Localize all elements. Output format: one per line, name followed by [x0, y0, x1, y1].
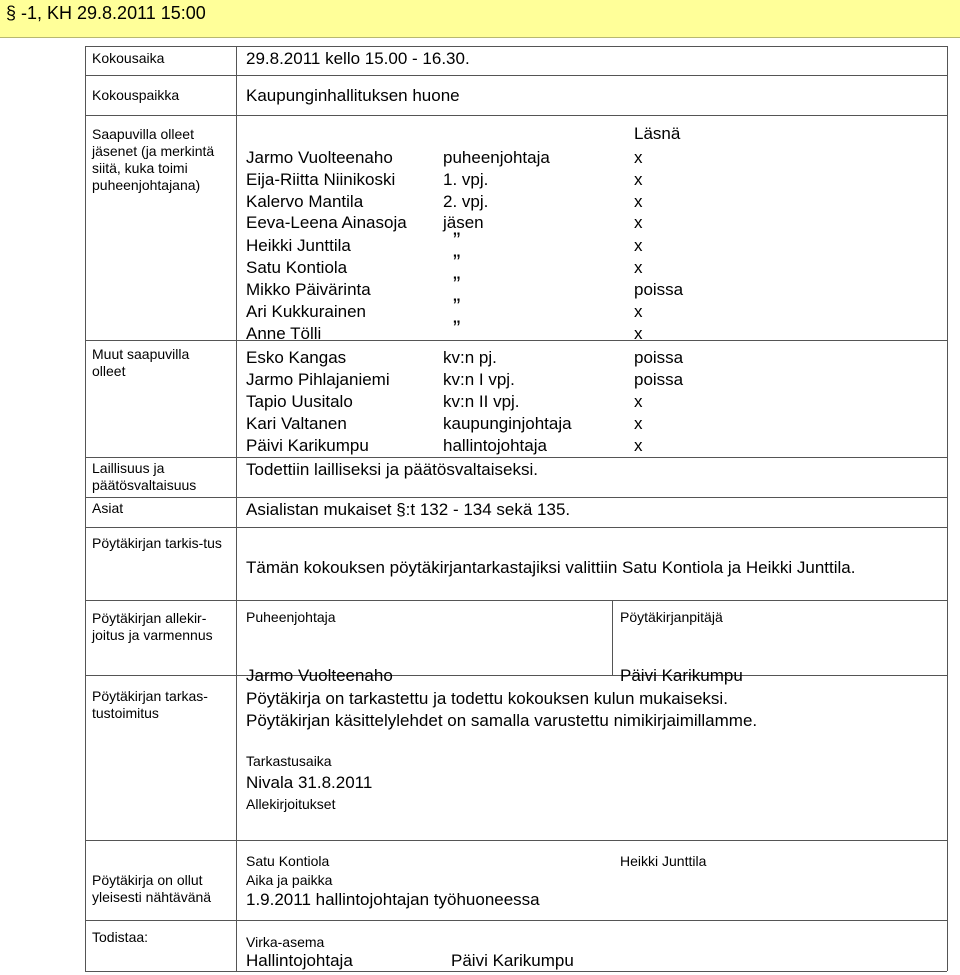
check-time-value: Nivala 31.8.2011: [246, 773, 373, 792]
member-name: Eeva-Leena Ainasoja: [246, 213, 407, 232]
attest-label: Todistaa:: [92, 929, 149, 945]
signer-1: Satu Kontiola: [246, 853, 330, 869]
member-name: Heikki Junttila: [246, 236, 351, 255]
member-name: Kalervo Mantila: [246, 192, 364, 211]
agenda-value: Asialistan mukaiset §:t 132 - 134 sekä 135.: [246, 500, 571, 519]
member-role: 2. vpj.: [443, 192, 489, 211]
row-divider: [85, 840, 947, 841]
member-role: ”: [453, 316, 461, 341]
member-role: ”: [453, 272, 461, 297]
meeting-time-value: 29.8.2011 kello 15.00 - 16.30.: [246, 49, 470, 68]
legality-value: Todettiin lailliseksi ja päätösvaltaiseksi.: [246, 460, 538, 479]
row-divider: [85, 600, 947, 601]
office-value: Hallintojohtaja: [246, 951, 353, 970]
row-divider: [85, 46, 947, 47]
member-presence: poissa: [634, 280, 684, 299]
presence-header: Läsnä: [634, 124, 681, 143]
legality-label: Laillisuus ja päätösvaltaisuus: [92, 460, 197, 493]
other-role: kv:n I vpj.: [443, 370, 515, 389]
member-name: Eija-Riitta Niinikoski: [246, 170, 396, 189]
member-name: Jarmo Vuolteenaho: [246, 148, 393, 167]
members-label: Saapuvilla olleet jäsenet (ja merkintä siitä, kuka toimi puheenjohtajana): [92, 126, 215, 193]
member-presence: x: [634, 192, 643, 211]
header-title: § -1, KH 29.8.2011 15:00: [6, 3, 206, 23]
document-header: [0, 0, 960, 38]
signature-column-divider: [612, 600, 613, 675]
display-label: Pöytäkirja on ollut yleisesti nähtävänä: [92, 872, 212, 905]
other-role: hallintojohtaja: [443, 436, 547, 455]
other-name: Kari Valtanen: [246, 414, 347, 433]
others-label: Muut saapuvilla olleet: [92, 346, 190, 379]
member-name: Anne Tölli: [246, 324, 322, 343]
display-time-value: 1.9.2011 hallintojohtajan työhuoneessa: [246, 890, 540, 909]
member-role: ”: [453, 250, 461, 275]
row-divider: [85, 115, 947, 116]
check-line-2: Pöytäkirjan käsittelylehdet on samalla varustettu nimikirjaimillamme.: [246, 711, 758, 730]
signer-2: Heikki Junttila: [620, 853, 707, 869]
table-border-left: [85, 46, 86, 971]
member-presence: x: [634, 324, 643, 343]
attest-name: Päivi Karikumpu: [451, 951, 574, 970]
other-name: Esko Kangas: [246, 348, 347, 367]
other-presence: x: [634, 392, 643, 411]
meeting-place-value: Kaupunginhallituksen huone: [246, 86, 460, 105]
member-name: Mikko Päivärinta: [246, 280, 371, 299]
row-divider: [85, 920, 947, 921]
row-divider: [85, 497, 947, 498]
meeting-place-label: Kokouspaikka: [92, 87, 180, 103]
chair-name: Jarmo Vuolteenaho: [246, 666, 393, 685]
row-divider: [85, 527, 947, 528]
member-role: ”: [453, 294, 461, 319]
chair-title: Puheenjohtaja: [246, 609, 336, 625]
member-role: ”: [453, 228, 461, 253]
other-role: kv:n pj.: [443, 348, 497, 367]
display-time-label: Aika ja paikka: [246, 872, 333, 888]
table-border-right: [947, 46, 948, 971]
member-name: Ari Kukkurainen: [246, 302, 367, 321]
secretary-name: Päivi Karikumpu: [620, 666, 743, 685]
row-divider: [85, 971, 947, 972]
agenda-label: Asiat: [92, 500, 124, 516]
signing-label: Pöytäkirjan allekir-joitus ja varmennus: [92, 610, 213, 643]
other-presence: poissa: [634, 370, 684, 389]
row-divider: [85, 675, 947, 676]
other-name: Päivi Karikumpu: [246, 436, 369, 455]
row-divider: [85, 340, 947, 341]
review-label: Pöytäkirjan tarkis-tus: [92, 535, 222, 551]
meeting-time-label: Kokousaika: [92, 50, 165, 66]
member-presence: x: [634, 236, 643, 255]
member-presence: x: [634, 170, 643, 189]
other-presence: poissa: [634, 348, 684, 367]
member-presence: x: [634, 213, 643, 232]
member-presence: x: [634, 148, 643, 167]
review-value: Tämän kokouksen pöytäkirjantarkastajiksi valittiin Satu Kontiola ja Heikki Junttila.: [246, 558, 856, 577]
other-name: Tapio Uusitalo: [246, 392, 353, 411]
other-presence: x: [634, 436, 643, 455]
signatures-label: Allekirjoitukset: [246, 796, 336, 812]
office-label: Virka-asema: [246, 934, 325, 950]
label-column-divider: [236, 46, 237, 971]
member-role: 1. vpj.: [443, 170, 489, 189]
check-time-label: Tarkastusaika: [246, 753, 332, 769]
other-name: Jarmo Pihlajaniemi: [246, 370, 390, 389]
row-divider: [85, 457, 947, 458]
other-role: kaupunginjohtaja: [443, 414, 572, 433]
row-divider: [85, 75, 947, 76]
check-line-1: Pöytäkirja on tarkastettu ja todettu kokouksen kulun mukaiseksi.: [246, 689, 728, 708]
member-role: jäsen: [443, 213, 484, 232]
other-presence: x: [634, 414, 643, 433]
other-role: kv:n II vpj.: [443, 392, 520, 411]
member-presence: x: [634, 258, 643, 277]
member-role: puheenjohtaja: [443, 148, 550, 167]
secretary-title: Pöytäkirjanpitäjä: [620, 609, 723, 625]
check-label: Pöytäkirjan tarkas-tustoimitus: [92, 688, 208, 721]
member-presence: x: [634, 302, 643, 321]
member-name: Satu Kontiola: [246, 258, 348, 277]
